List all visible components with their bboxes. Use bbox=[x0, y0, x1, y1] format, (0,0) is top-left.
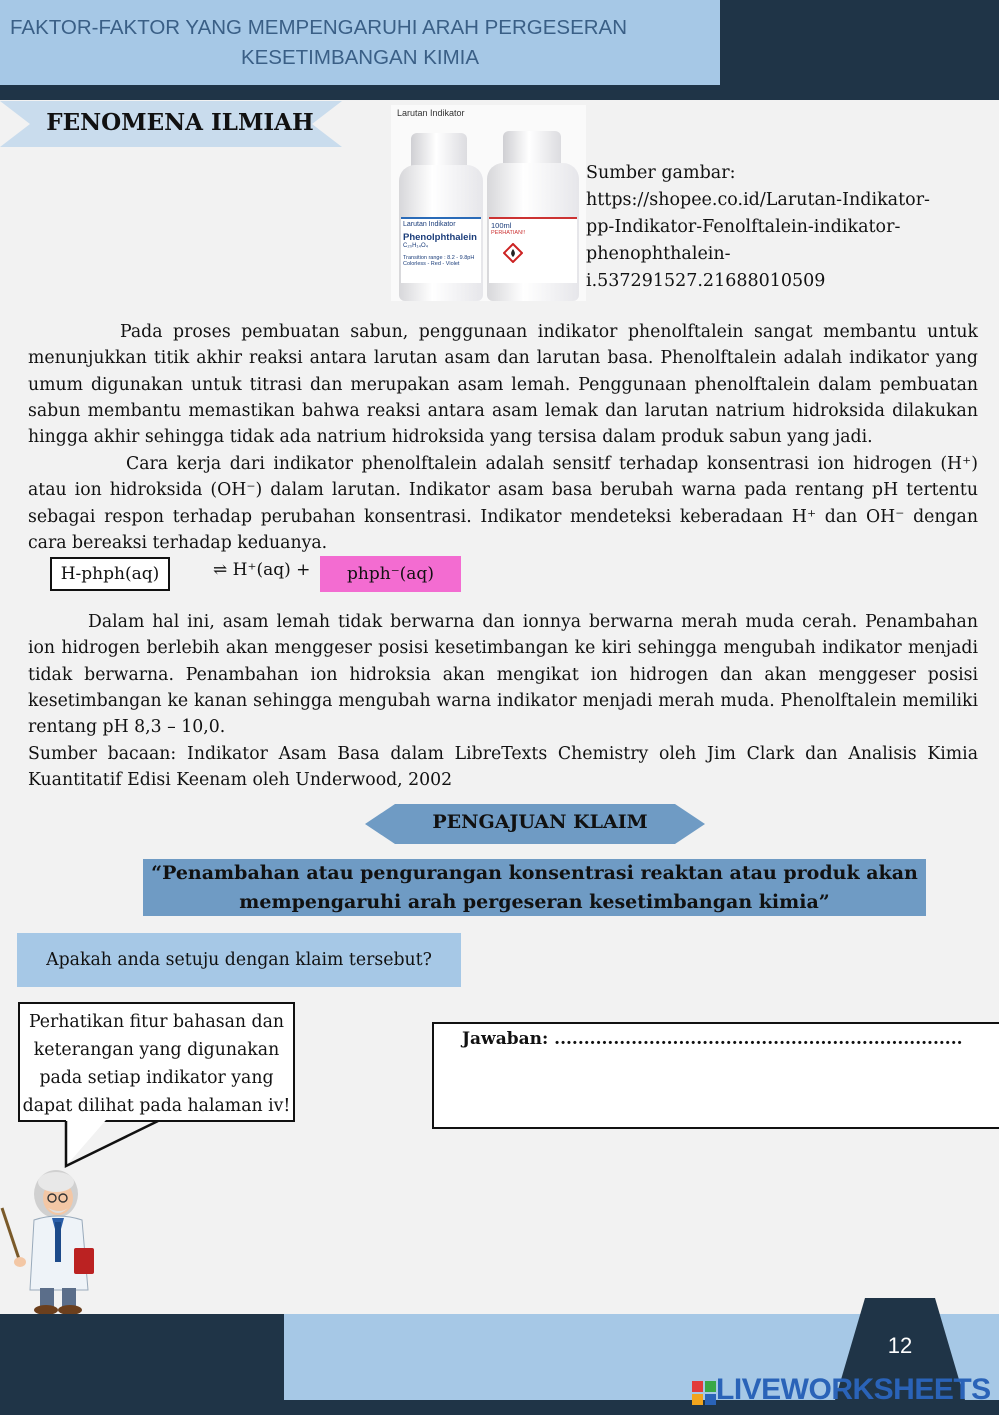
bottle-label-name: Phenolphthalein bbox=[403, 232, 477, 243]
bottle-label-range: Transition range : 8.2 - 9.8pH bbox=[403, 255, 475, 261]
speech-bubble bbox=[18, 1002, 295, 1122]
image-source-text bbox=[586, 160, 946, 295]
flammable-hazard-icon bbox=[503, 243, 523, 263]
bottle-label-colors: Colorless - Red - Violet bbox=[403, 261, 460, 267]
bubble-line: dapat dilihat pada halaman iv! bbox=[22, 1096, 291, 1116]
equation-reactant: H-phph(aq) bbox=[50, 557, 170, 591]
source-line: https://shopee.co.id/Larutan-Indikator- bbox=[586, 190, 930, 210]
paragraph-soap-process: Pada proses pembuatan sabun, penggunaan indikator phenolftalein sangat membantu untuk menunjukkan titik akhir reaksi antara larutan asam dan larutan basa. Phenolftalein adalah indikator yang umum digunakan untuk titrasi dan merupakan asam lemah. Penggunaan phenolftalein dalam pembuatan sabun membantu memastikan bahwa reaksi antara asam lemak dan larutan natrium hidroksida dilakukan hingga akhir sehingga tidak ada natrium hidroksida yang tersisa dalam produk sabun yang jadi. bbox=[28, 322, 978, 448]
source-line: phenophthalein- bbox=[586, 244, 731, 264]
bottle2-warning: PERHATIAN!! bbox=[491, 230, 526, 236]
paragraph-indicator-mechanism: Cara kerja dari indikator phenolftalein adalah sensitf terhadap konsentrasi ion hidrogen (H⁺) atau ion hidroksida (OH⁻) dalam larutan. Indikator asam basa berubah warna pada rentang pH tertentu sebagai respon terhadap perubahan konsentrasi. Indikator mendeteksi keberadaan H⁺ dan OH⁻ dengan cara bereaksi terhadap keduanya. bbox=[28, 454, 978, 553]
pengajuan-klaim-label: PENGAJUAN KLAIM bbox=[432, 811, 648, 833]
fenomena-ilmiah-ribbon bbox=[0, 101, 342, 147]
page-title-line2: KESETIMBANGAN KIMIA bbox=[240, 46, 480, 69]
liveworksheets-logo-icon bbox=[692, 1381, 716, 1405]
claim-line1: “Penambahan atau pengurangan konsentrasi reaktan atau produk akan bbox=[151, 862, 918, 884]
equation-arrow-products: ⇌ H⁺(aq) + bbox=[213, 560, 311, 580]
bubble-line: Perhatikan fitur bahasan dan bbox=[28, 1012, 285, 1032]
source-line: Sumber gambar: bbox=[586, 163, 736, 183]
answer-label: Jawaban: ..................................................................... bbox=[462, 1029, 963, 1049]
paragraph-reading-source: Sumber bacaan: Indikator Asam Basa dalam LibreTexts Chemistry oleh Jim Clark dan Analisis Kimia Kuantitatif Edisi Keenam oleh Underwood, 2002 bbox=[28, 744, 978, 791]
liveworksheets-wordmark: LIVEWORKSHEETS bbox=[716, 1373, 991, 1406]
page-title bbox=[0, 0, 720, 85]
bubble-line: keterangan yang digunakan bbox=[33, 1040, 280, 1060]
source-line: pp-Indikator-Fenolftalein-indikator- bbox=[586, 217, 901, 237]
equation-product-ion: phph⁻(aq) bbox=[320, 556, 461, 592]
page-number: 12 bbox=[887, 1333, 913, 1358]
answer-field[interactable] bbox=[432, 1022, 999, 1129]
source-line: i.537291527.21688010509 bbox=[586, 271, 826, 291]
bottle-label-top: Larutan Indikator bbox=[403, 221, 456, 228]
bubble-line: pada setiap indikator yang bbox=[39, 1068, 274, 1088]
indicator-bottles-photo bbox=[391, 105, 586, 301]
page-title-line1: FAKTOR-FAKTOR YANG MEMPENGARUHI ARAH PERGESERAN bbox=[10, 16, 628, 39]
photo-caption: Larutan Indikator bbox=[397, 108, 465, 118]
paragraph-equilibrium-shift: Dalam hal ini, asam lemah tidak berwarna dan ionnya berwarna merah muda cerah. Penambahan ion hidrogen berlebih akan menggeser posisi kesetimbangan ke kiri sehingga mengubah indikator menjadi tidak berwarna. Penambahan ion hidroksia akan mengikat ion hidrogen dan akan menggeser posisi kesetimbangan ke kanan sehingga mengubah warna indikator menjadi merah muda. Phenolftalein memiliki rentang pH 8,3 – 10,0. bbox=[28, 612, 978, 738]
pengajuan-klaim-banner bbox=[365, 804, 705, 844]
bottle2-volume: 100ml bbox=[491, 221, 512, 230]
claim-statement bbox=[143, 859, 926, 916]
fenomena-ilmiah-label: FENOMENA ILMIAH bbox=[46, 109, 314, 136]
scientist-illustration bbox=[0, 1160, 100, 1320]
bottle-label-formula: C₂₀H₁₄O₄ bbox=[403, 243, 429, 249]
agreement-question: Apakah anda setuju dengan klaim tersebut? bbox=[17, 933, 461, 987]
claim-line2: mempengaruhi arah pergeseran kesetimbangan kimia” bbox=[239, 891, 830, 913]
